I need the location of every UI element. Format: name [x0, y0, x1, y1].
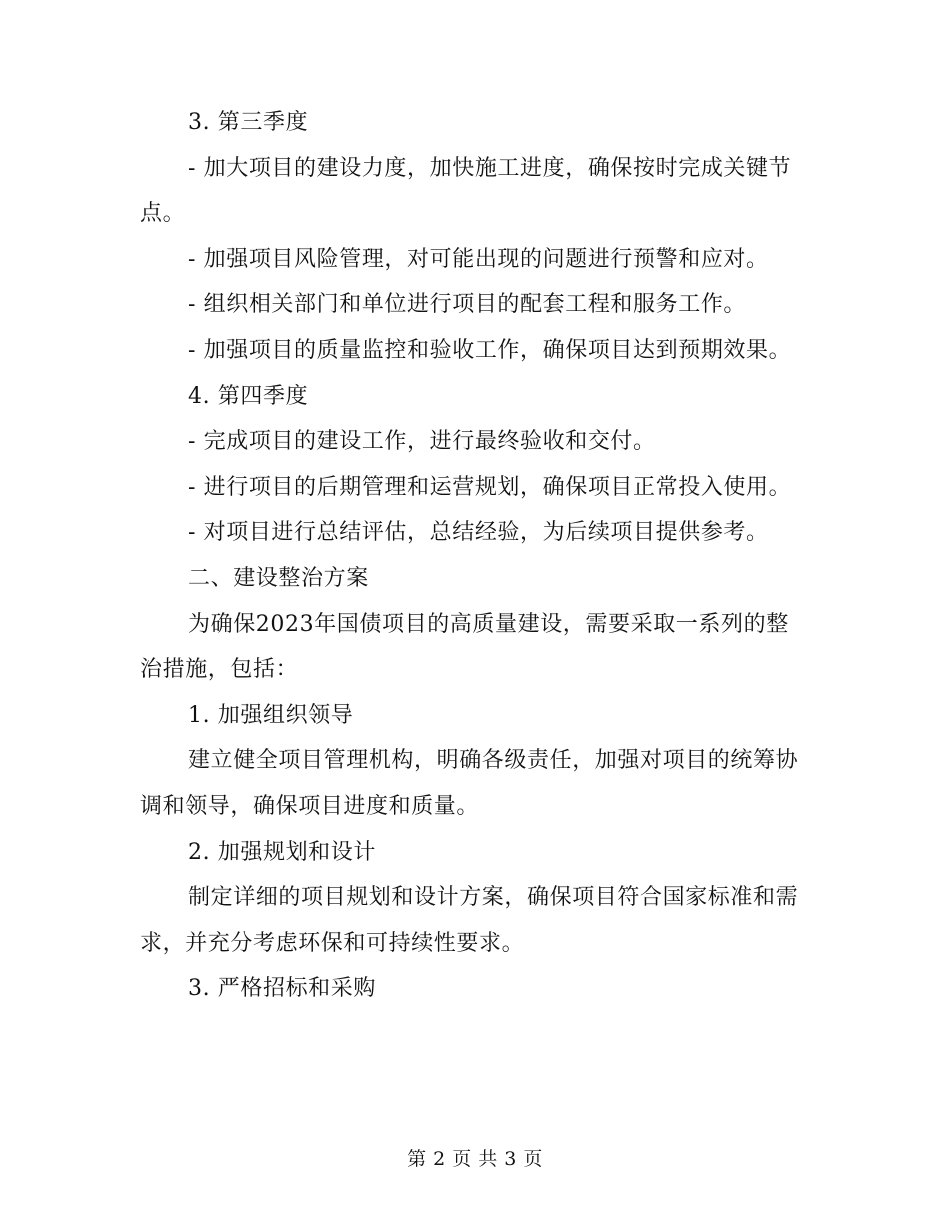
list-item: - 加强项目风险管理，对可能出现的问题进行预警和应对。 [188, 246, 769, 272]
chapter-heading: 二、建设整治方案 [188, 565, 369, 591]
list-item: - 完成项目的建设工作，进行最终验收和交付。 [188, 429, 656, 455]
list-item: - 对项目进行总结评估，总结经验，为后续项目提供参考。 [188, 520, 769, 546]
section-heading-q3: 3. 第三季度 [188, 110, 309, 135]
subsection-heading: 3. 严格招标和采购 [188, 976, 376, 1002]
list-item: - 加强项目的质量监控和验收工作，确保项目达到预期效果。 [188, 337, 792, 363]
subsection-heading: 2. 加强规划和设计 [188, 839, 376, 865]
list-item: - 进行项目的后期管理和运营规划，确保项目正常投入使用。 [188, 474, 792, 500]
page-number-footer: 第 2 页 共 3 页 [407, 1148, 543, 1170]
body-paragraph: 建立健全项目管理机构，明确各级责任，加强对项目的统筹协调和领导，确保项目进度和质量。 [140, 748, 799, 819]
body-paragraph: 制定详细的项目规划和设计方案，确保项目符合国家标准和需求，并充分考虑环保和可持续性要求。 [140, 885, 799, 956]
subsection-heading: 1. 加强组织领导 [188, 702, 354, 728]
list-item: - 加大项目的建设力度，加快施工进度，确保按时完成关键节点。 [140, 155, 792, 227]
document-body [140, 100, 810, 1012]
list-item: - 组织相关部门和单位进行项目的配套工程和服务工作。 [188, 292, 747, 318]
section-heading-q4: 4. 第四季度 [188, 383, 309, 409]
body-paragraph: 为确保2023年国债项目的高质量建设，需要采取一系列的整治措施，包括： [140, 611, 789, 683]
